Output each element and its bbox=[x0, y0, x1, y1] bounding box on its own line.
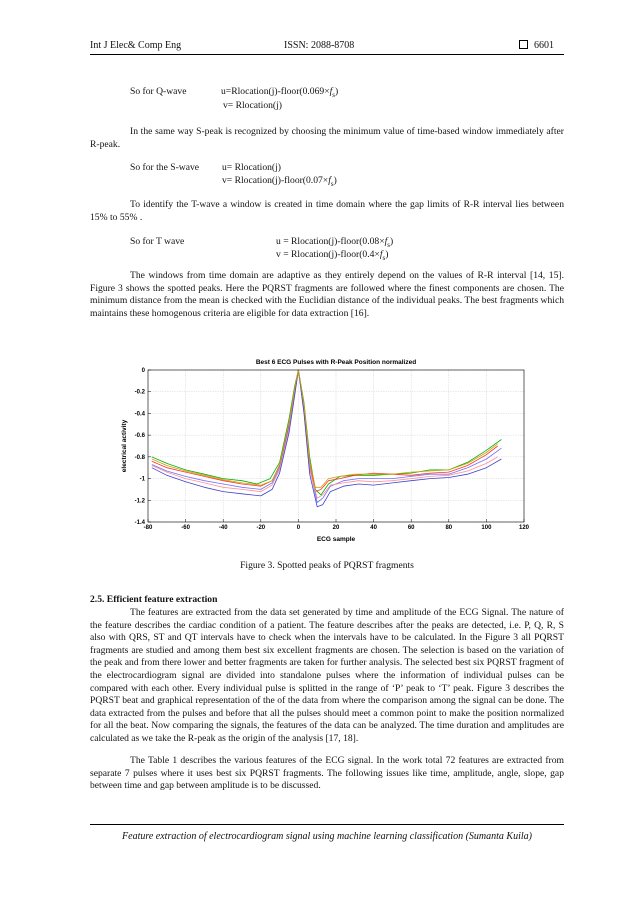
x-tick-label: 100 bbox=[481, 525, 492, 531]
chart-xlabel: ECG sample bbox=[316, 536, 356, 543]
x-tick-label: -60 bbox=[181, 525, 190, 531]
paragraph-windows: The windows from time domain are adaptive as they entirely depend on the values of R-R interval [14, 15]. Figure 3 shows the spotted peaks. Here the PQRST fragments are followed where the finest components are chosen. The minimum distance from the mean is checked with the Euclidian distance of the individual peaks. The best fragments which maintains these homogenous criteria are eligible for data extraction [16]. bbox=[90, 270, 564, 319]
y-tick-label: -1.2 bbox=[134, 498, 145, 505]
paragraph-table: The Table 1 describes the various features of the ECG signal. In the work total 72 features are extracted from separate 7 pulses where it uses best six PQRST fragments. The following issues like time, amplitude, angle, slope, gap between time and gap between amplitude is to be discussed. bbox=[90, 755, 564, 792]
page-number: 6601 bbox=[534, 40, 554, 51]
chart-ylabel: electrical activity bbox=[121, 419, 128, 473]
x-tick-label: 40 bbox=[370, 525, 377, 531]
y-tick-label: -0.2 bbox=[134, 389, 145, 396]
series-line-2 bbox=[152, 370, 498, 492]
x-tick-label: 60 bbox=[407, 525, 415, 531]
t-wave-label: So for T wave bbox=[130, 236, 185, 247]
y-tick-label: -0.8 bbox=[134, 454, 145, 461]
x-tick-label: 120 bbox=[518, 525, 530, 531]
x-tick-label: -40 bbox=[218, 525, 228, 531]
ecg-chart bbox=[100, 352, 540, 548]
s-wave-eq-2: $v= Rlocation(j)-floor(0.07\times f_s)$ bbox=[222, 175, 337, 188]
journal-name: Int J Elec& Comp Eng bbox=[90, 40, 182, 51]
page-number-wrap bbox=[519, 40, 554, 51]
box-icon bbox=[519, 40, 528, 49]
y-tick-label: -1.4 bbox=[134, 520, 145, 526]
issn: ISSN: 2088-8708 bbox=[284, 40, 355, 51]
q-wave-eq-1: $u=Rlocation(j)-floor(0.069\times f_s)$ bbox=[221, 86, 339, 99]
s-wave-label: So for the S-wave bbox=[130, 162, 200, 173]
footer: Feature extraction of electrocardiogram signal using machine learning classification (Sumanta Kuila) bbox=[122, 831, 532, 842]
x-tick-label: 80 bbox=[445, 525, 453, 531]
paragraph-t-wave: To identify the T-wave a window is created in time domain where the gap limits of R-R interval lies between 15% to 55% . bbox=[90, 199, 564, 223]
x-tick-label: 20 bbox=[332, 525, 340, 531]
x-tick-label: 0 bbox=[296, 525, 301, 531]
t-wave-eq-1: $u = Rlocation(j)-floor(0.08\times f_s)$ bbox=[276, 236, 394, 249]
s-wave-eq-1: u= Rlocation(j) bbox=[222, 162, 281, 173]
y-tick-label: -1 bbox=[139, 476, 145, 483]
q-wave-label: So for Q-wave bbox=[130, 86, 187, 97]
header-rule bbox=[90, 54, 564, 55]
chart-title: Best 6 ECG Pulses with R-Peak Position normalized bbox=[255, 359, 417, 366]
figure-caption: Figure 3. Spotted peaks of PQRST fragments bbox=[240, 560, 414, 571]
q-wave-eq-2: v= Rlocation(j) bbox=[223, 100, 282, 111]
paragraph-s-peak: In the same way S-peak is recognized by choosing the minimum value of time-based window immediately after R-peak. bbox=[90, 126, 564, 150]
footer-rule bbox=[90, 824, 564, 825]
y-tick-label: -0.4 bbox=[134, 411, 145, 418]
section-heading: 2.5. Efficient feature extraction bbox=[90, 594, 218, 605]
x-tick-label: -20 bbox=[256, 525, 266, 531]
y-tick-label: 0 bbox=[141, 368, 145, 374]
paragraph-features: The features are extracted from the data set generated by time and amplitude of the ECG Signal. The nature of the feature describes the cardiac condition of a patient. The feature describes after the peaks are detected, i.e. P, Q, R, S also with QRS, ST and QT intervals have to check when the intervals have to be calculated. In the Figure 3 all PQRST fragments are studied and among them best six excellent fragments are chosen. The selection is based on the variation of the peak and from there lower and better fragments are taken for further analysis. The selected best six PQRST fragment of the electrocardiogram signal are divided into standalone pulses where the information of individual pulses can be compared with each other. Every individual pulse is splitted in the range of ‘P’ peak to ‘T’ peak. Figure 3 describes the PQRST beat and graphical representation of the of the data from where the comparison among the signal can be done. The data extracted from the pulses and before that all the pulses should meet a common point to make the position normalized for all the beat. Now comparing the signals, the features of the data can be analyzed. The time duration and amplitudes are calculated as we take the R-peak as the origin of the analysis [17, 18]. bbox=[90, 607, 564, 744]
series-line-4 bbox=[152, 370, 498, 498]
t-wave-eq-2: $v = Rlocation(j)-floor(0.4\times f_s)$ bbox=[276, 249, 389, 262]
y-tick-label: -0.6 bbox=[134, 433, 145, 440]
x-tick-label: -80 bbox=[143, 525, 153, 531]
series-line-6 bbox=[152, 370, 498, 487]
